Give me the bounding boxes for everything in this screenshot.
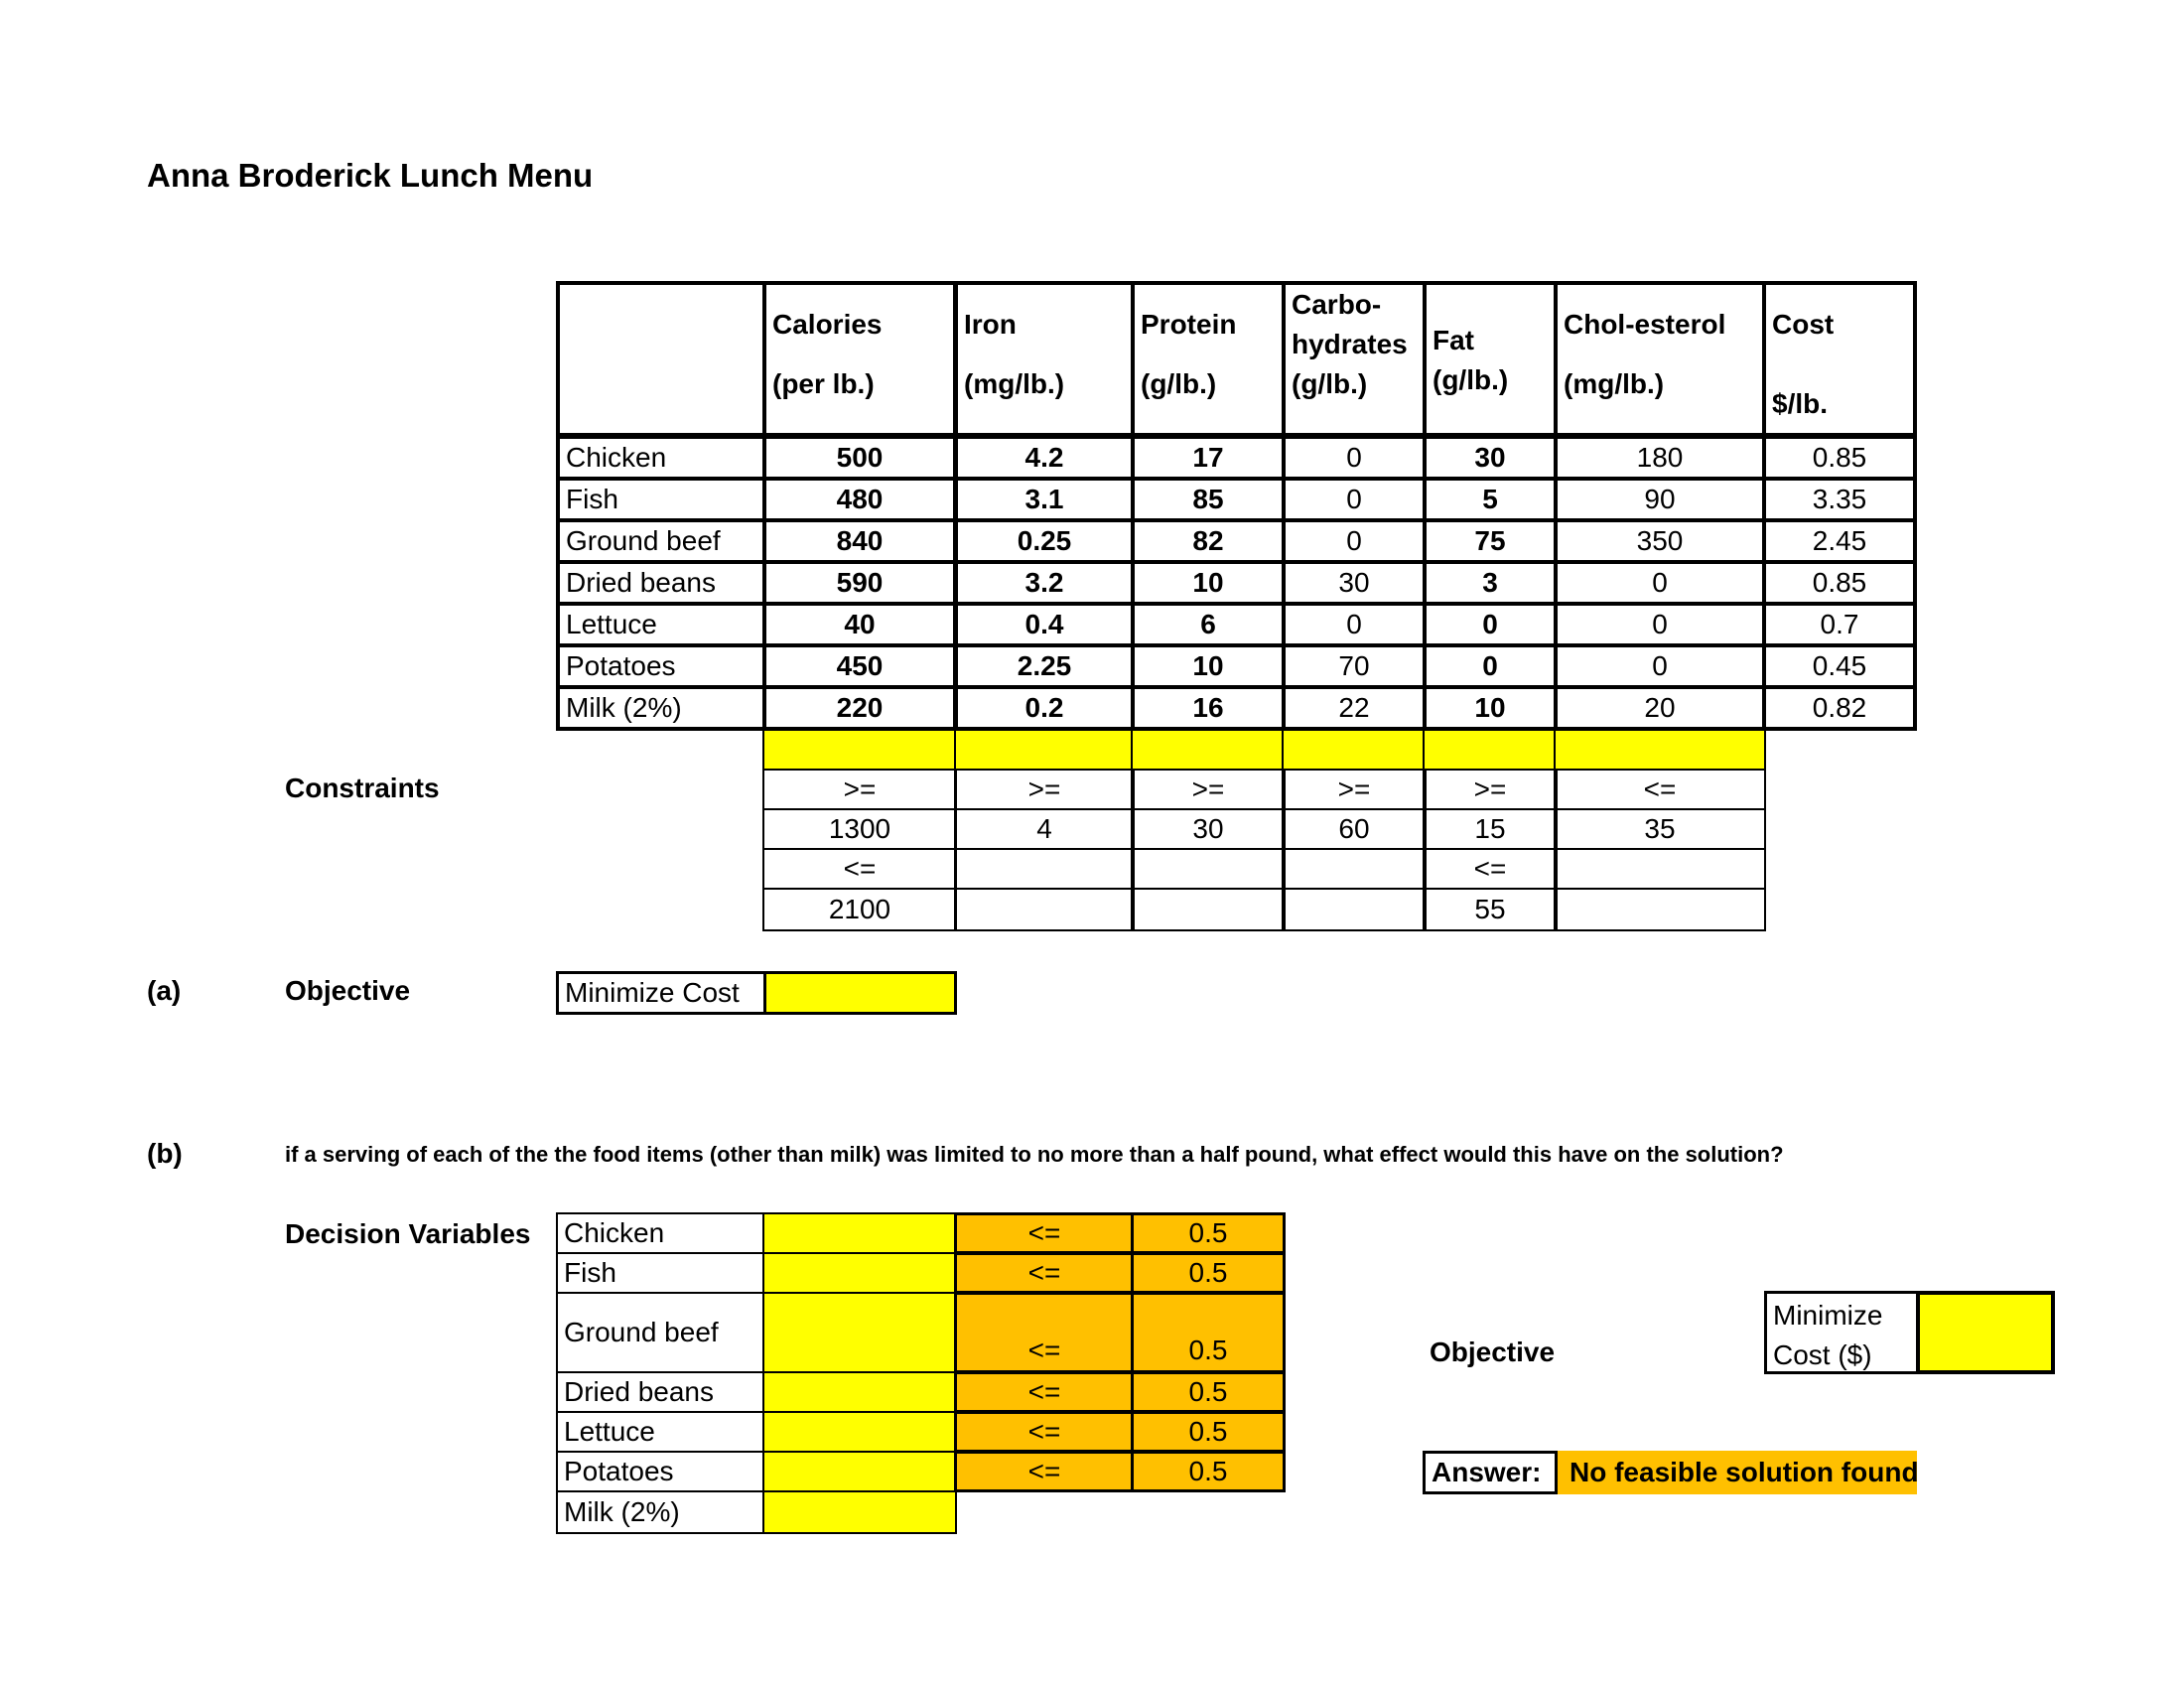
header-fat-title: Fat <box>1433 325 1474 355</box>
header-carbohydrates <box>1282 281 1427 437</box>
carbs-rhs2 <box>1282 888 1427 931</box>
carbs-op1: >= <box>1282 769 1427 810</box>
dv-op-dried-beans: <= <box>954 1371 1135 1413</box>
decision-variables-label: Decision Variables <box>285 1218 531 1249</box>
dv-op-lettuce: <= <box>954 1411 1135 1453</box>
carbs-op2 <box>1282 848 1427 890</box>
fat-op1: >= <box>1423 769 1558 810</box>
protein-value: 17 <box>1131 435 1286 481</box>
header-blank-cell <box>556 281 766 437</box>
carbs-value: 0 <box>1282 518 1427 564</box>
part-b-objective-label: Objective <box>1430 1336 1556 1367</box>
cost-value: 2.45 <box>1762 518 1917 564</box>
dv-op-potatoes: <= <box>954 1451 1135 1492</box>
calories-value: 450 <box>762 643 957 689</box>
food-name: Milk (2%) <box>556 685 766 731</box>
dv-op-chicken: <= <box>954 1212 1135 1254</box>
iron-value: 0.4 <box>954 602 1135 647</box>
dv-op-ground-beef: <= <box>954 1292 1135 1373</box>
page-title: Anna Broderick Lunch Menu <box>147 157 594 194</box>
dv-limit-fish: 0.5 <box>1131 1252 1286 1294</box>
minimize-cost-label: Minimize Cost <box>556 971 766 1015</box>
fat-value: 5 <box>1423 477 1558 522</box>
header-protein <box>1131 281 1286 437</box>
protein-rhs1: 30 <box>1131 808 1286 850</box>
food-name: Potatoes <box>556 643 766 689</box>
cholesterol-op1: <= <box>1554 769 1766 810</box>
dv-limit-lettuce: 0.5 <box>1131 1411 1286 1453</box>
carbs-value: 0 <box>1282 477 1427 522</box>
food-name: Lettuce <box>556 602 766 647</box>
calories-rhs1: 1300 <box>762 808 957 850</box>
calories-op2: <= <box>762 848 957 890</box>
part-b-question: if a serving of each of the the food items (other than milk) was limited to no more than a half pound, what effect would this have on the solution? <box>285 1142 1784 1167</box>
part-b-minimize-line1: Minimize <box>1773 1300 1883 1331</box>
minimize-cost-cell[interactable] <box>763 971 957 1015</box>
protein-value: 6 <box>1131 602 1286 647</box>
carbs-value: 22 <box>1282 685 1427 731</box>
header-cost-unit: $/lb. <box>1772 388 1829 419</box>
calories-value: 40 <box>762 602 957 647</box>
food-name: Chicken <box>556 435 766 481</box>
dv-limit-chicken: 0.5 <box>1131 1212 1286 1254</box>
cost-value: 0.85 <box>1762 560 1917 606</box>
dv-limit-ground-beef: 0.5 <box>1131 1292 1286 1373</box>
header-iron-title: Iron <box>964 309 1017 340</box>
header-iron-unit: (mg/lb.) <box>964 368 1065 399</box>
fat-total-cell[interactable] <box>1423 729 1558 771</box>
iron-value: 4.2 <box>954 435 1135 481</box>
calories-value: 840 <box>762 518 957 564</box>
dv-value-chicken[interactable] <box>762 1212 957 1254</box>
protein-op1: >= <box>1131 769 1286 810</box>
header-calories <box>762 281 957 437</box>
dv-food-ground-beef: Ground beef <box>556 1292 766 1373</box>
header-carbohydrates-line2: hydrates <box>1292 329 1408 359</box>
dv-limit-dried-beans: 0.5 <box>1131 1371 1286 1413</box>
iron-value: 3.2 <box>954 560 1135 606</box>
dv-food-potatoes: Potatoes <box>556 1451 766 1492</box>
dv-food-milk: Milk (2%) <box>556 1490 766 1534</box>
part-b-marker: (b) <box>147 1138 183 1169</box>
part-b-minimize-line2: Cost ($) <box>1773 1339 1872 1370</box>
part-b-minimize-cost-label <box>1764 1291 1919 1374</box>
dv-food-fish: Fish <box>556 1252 766 1294</box>
food-name: Dried beans <box>556 560 766 606</box>
cholesterol-value: 350 <box>1554 518 1766 564</box>
cholesterol-rhs2 <box>1554 888 1766 931</box>
calories-rhs2: 2100 <box>762 888 957 931</box>
dv-food-lettuce: Lettuce <box>556 1411 766 1453</box>
calories-total-cell[interactable] <box>762 729 957 771</box>
fat-value: 75 <box>1423 518 1558 564</box>
dv-value-fish[interactable] <box>762 1252 957 1294</box>
iron-op2 <box>954 848 1135 890</box>
calories-value: 590 <box>762 560 957 606</box>
fat-op2: <= <box>1423 848 1558 890</box>
dv-value-ground-beef[interactable] <box>762 1292 957 1373</box>
header-calories-unit: (per lb.) <box>772 368 875 399</box>
cost-value: 0.7 <box>1762 602 1917 647</box>
protein-value: 16 <box>1131 685 1286 731</box>
iron-rhs2 <box>954 888 1135 931</box>
iron-value: 0.2 <box>954 685 1135 731</box>
cholesterol-value: 0 <box>1554 602 1766 647</box>
calories-value: 480 <box>762 477 957 522</box>
cholesterol-value: 0 <box>1554 643 1766 689</box>
dv-value-potatoes[interactable] <box>762 1451 957 1492</box>
dv-limit-potatoes: 0.5 <box>1131 1451 1286 1492</box>
fat-value: 10 <box>1423 685 1558 731</box>
carbs-value: 30 <box>1282 560 1427 606</box>
dv-value-milk[interactable] <box>762 1490 957 1534</box>
fat-value: 0 <box>1423 643 1558 689</box>
iron-op1: >= <box>954 769 1135 810</box>
cholesterol-rhs1: 35 <box>1554 808 1766 850</box>
protein-value: 10 <box>1131 560 1286 606</box>
fat-value: 0 <box>1423 602 1558 647</box>
header-protein-title: Protein <box>1141 309 1237 340</box>
cholesterol-total-cell[interactable] <box>1554 729 1766 771</box>
header-protein-unit: (g/lb.) <box>1141 368 1217 399</box>
food-name: Fish <box>556 477 766 522</box>
header-cholesterol-unit: (mg/lb.) <box>1564 368 1665 399</box>
fat-rhs2: 55 <box>1423 888 1558 931</box>
calories-op1: >= <box>762 769 957 810</box>
cost-value: 0.85 <box>1762 435 1917 481</box>
dv-food-dried-beans: Dried beans <box>556 1371 766 1413</box>
header-cost <box>1762 281 1917 437</box>
dv-op-fish: <= <box>954 1252 1135 1294</box>
carbs-total-cell[interactable] <box>1282 729 1427 771</box>
cholesterol-value: 90 <box>1554 477 1766 522</box>
header-cost-title: Cost <box>1772 309 1835 340</box>
calories-value: 220 <box>762 685 957 731</box>
answer-text: No feasible solution found <box>1558 1451 1917 1494</box>
iron-value: 2.25 <box>954 643 1135 689</box>
header-cholesterol <box>1554 281 1766 437</box>
iron-total-cell[interactable] <box>954 729 1135 771</box>
cholesterol-value: 0 <box>1554 560 1766 606</box>
cost-value: 0.82 <box>1762 685 1917 731</box>
carbs-value: 70 <box>1282 643 1427 689</box>
cost-value: 0.45 <box>1762 643 1917 689</box>
protein-value: 10 <box>1131 643 1286 689</box>
header-calories-title: Calories <box>772 309 883 340</box>
fat-value: 3 <box>1423 560 1558 606</box>
carbs-rhs1: 60 <box>1282 808 1427 850</box>
part-a-objective-label: Objective <box>285 975 411 1006</box>
calories-value: 500 <box>762 435 957 481</box>
protein-total-cell[interactable] <box>1131 729 1286 771</box>
protein-rhs2 <box>1131 888 1286 931</box>
header-fat <box>1423 281 1558 437</box>
dv-value-dried-beans[interactable] <box>762 1371 957 1413</box>
dv-food-chicken: Chicken <box>556 1212 766 1254</box>
protein-op2 <box>1131 848 1286 890</box>
header-iron <box>954 281 1135 437</box>
iron-value: 0.25 <box>954 518 1135 564</box>
dv-value-lettuce[interactable] <box>762 1411 957 1453</box>
protein-value: 82 <box>1131 518 1286 564</box>
fat-value: 30 <box>1423 435 1558 481</box>
header-carbohydrates-line1: Carbo- <box>1292 289 1382 320</box>
protein-value: 85 <box>1131 477 1286 522</box>
answer-label: Answer: <box>1423 1451 1558 1494</box>
part-b-minimize-cost-cell[interactable] <box>1916 1291 2055 1374</box>
header-cholesterol-title: Chol-esterol <box>1564 309 1726 340</box>
iron-rhs1: 4 <box>954 808 1135 850</box>
header-fat-unit: (g/lb.) <box>1433 364 1509 395</box>
cost-value: 3.35 <box>1762 477 1917 522</box>
carbs-value: 0 <box>1282 435 1427 481</box>
constraints-label: Constraints <box>285 773 440 803</box>
carbs-value: 0 <box>1282 602 1427 647</box>
fat-rhs1: 15 <box>1423 808 1558 850</box>
cholesterol-value: 180 <box>1554 435 1766 481</box>
iron-value: 3.1 <box>954 477 1135 522</box>
cholesterol-value: 20 <box>1554 685 1766 731</box>
header-carbohydrates-unit: (g/lb.) <box>1292 368 1368 399</box>
cholesterol-op2 <box>1554 848 1766 890</box>
food-name: Ground beef <box>556 518 766 564</box>
part-a-marker: (a) <box>147 975 182 1006</box>
